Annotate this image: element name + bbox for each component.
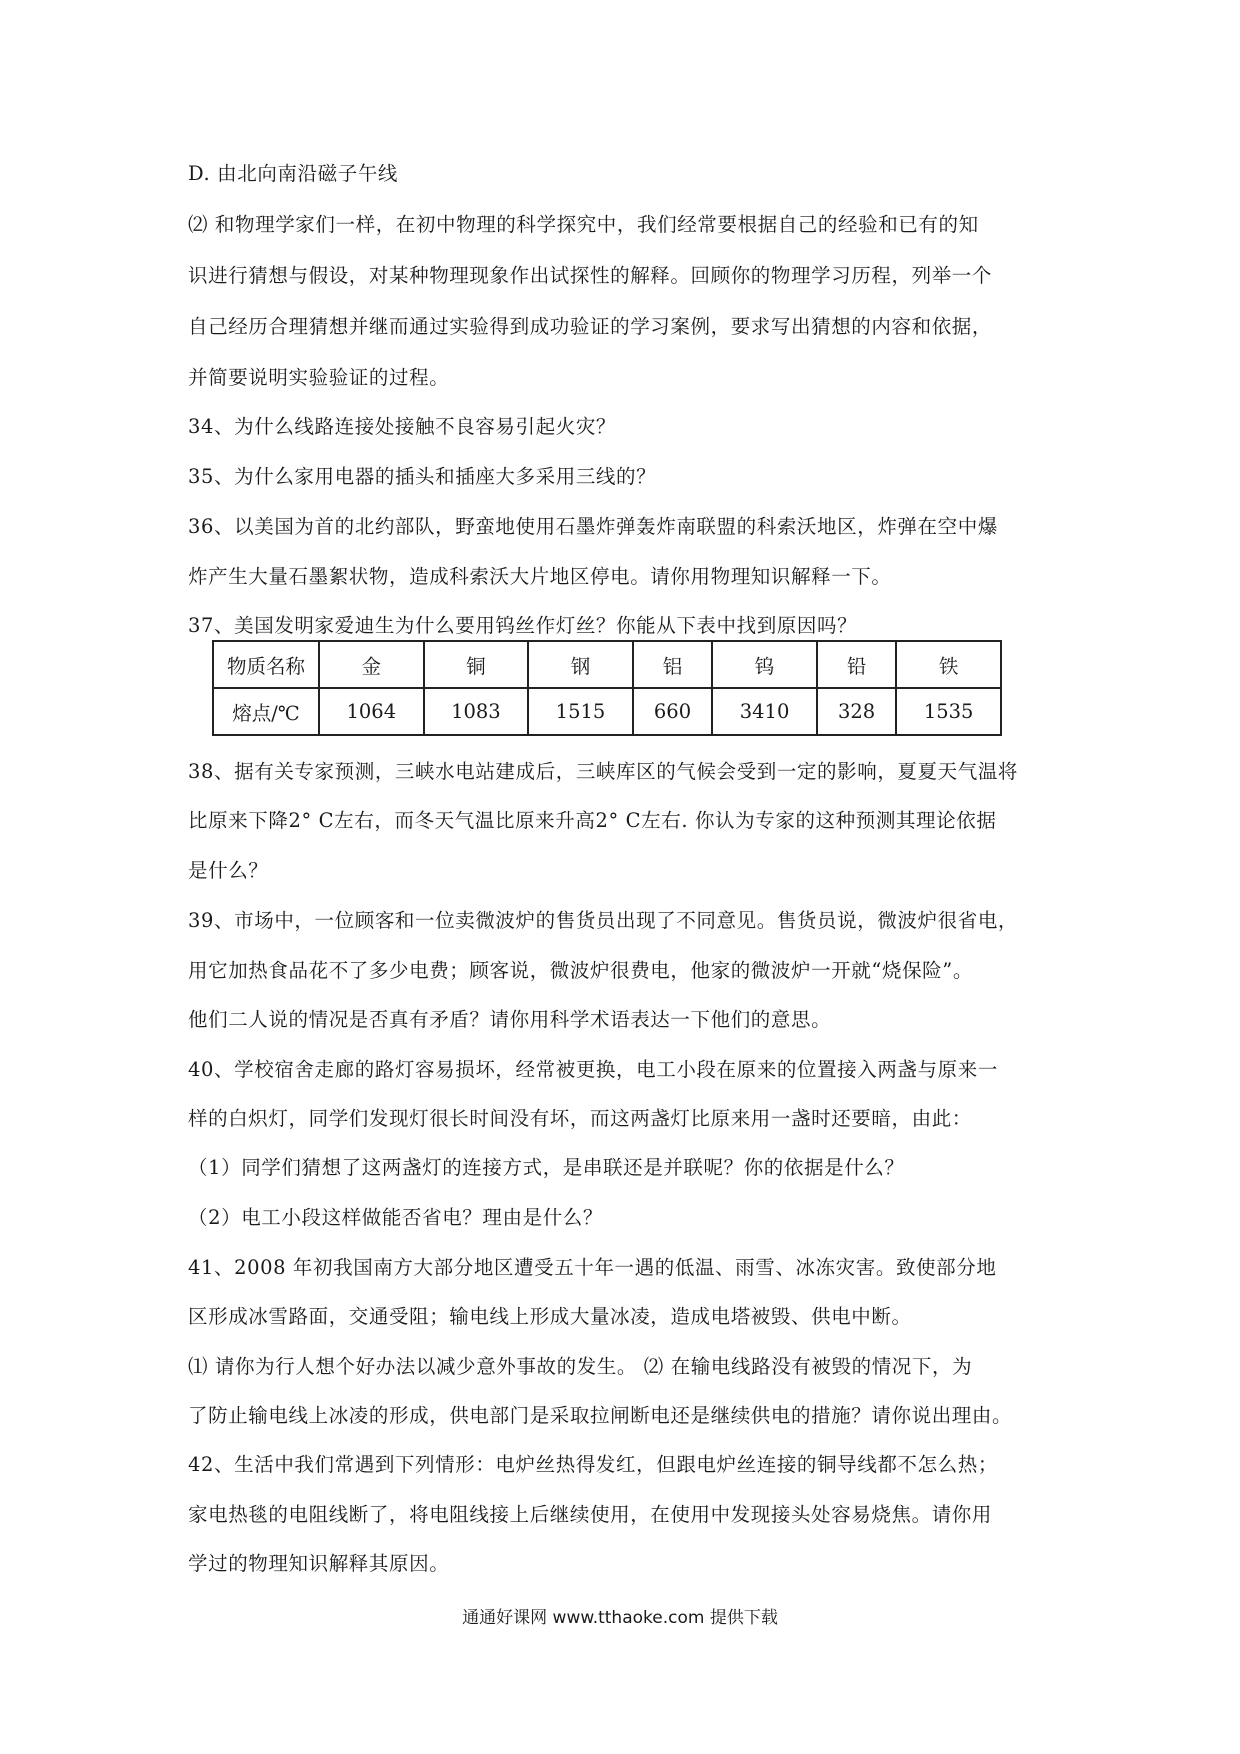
- question-36: 36、以美国为首的北约部队，野蛮地使用石墨炸弹轰炸南联盟的科索沃地区，炸弹在空中爆: [188, 515, 998, 538]
- table-cell: 1064: [319, 688, 424, 735]
- table-cell: 金: [319, 641, 424, 688]
- text-line: （1）同学们猜想了这两盏灯的连接方式，是串联还是并联呢？你的依据是什么？: [188, 1156, 905, 1179]
- text-line: ⑴ 请你为行人想个好办法以减少意外事故的发生。 ⑵ 在输电线路没有被毁的情况下，为: [188, 1355, 973, 1378]
- text-line: 识进行猜想与假设，对某种物理现象作出试探性的解释。回顾你的物理学习历程，列举一个: [188, 264, 993, 287]
- text-line: ⑵ 和物理学家们一样，在初中物理的科学探究中，我们经常要根据自己的经验和已有的知: [188, 213, 979, 236]
- text-line: 学过的物理知识解释其原因。: [188, 1552, 450, 1575]
- page-footer: 通通好课网 www.tthaoke.com 提供下载: [462, 1608, 778, 1628]
- text-line: D. 由北向南沿磁子午线: [188, 162, 399, 185]
- text-line: 用它加热食品花不了多少电费；顾客说，微波炉很费电，他家的微波炉一开就“烧保险”。: [188, 959, 973, 982]
- text-line: 区形成冰雪路面，交通受阻；输电线上形成大量冰凌，造成电塔被毁、供电中断。: [188, 1305, 912, 1328]
- text-line: 并简要说明实验验证的过程。: [188, 366, 450, 389]
- question-39: 39、市场中，一位顾客和一位卖微波炉的售货员出现了不同意见。售货员说，微波炉很省电，: [188, 909, 1019, 932]
- question-34: 34、为什么线路连接处接触不良容易引起火灾？: [188, 415, 617, 438]
- melting-point-table: [212, 640, 1002, 736]
- table-cell: 铅: [817, 641, 896, 688]
- table-cell: 1515: [528, 688, 633, 735]
- question-41: 41、2008 年初我国南方大部分地区遭受五十年一遇的低温、雨雪、冰冻灾害。致使部分地: [188, 1256, 997, 1279]
- table-cell: 铁: [896, 641, 1001, 688]
- question-38: 38、据有关专家预测，三峡水电站建成后，三峡库区的气候会受到一定的影响，夏夏天气温将: [188, 760, 1019, 783]
- text-line: 是什么？: [188, 859, 269, 882]
- question-35: 35、为什么家用电器的插头和插座大多采用三线的？: [188, 465, 657, 488]
- table-cell: 3410: [712, 688, 817, 735]
- text-line: 他们二人说的情况是否真有矛盾？请你用科学术语表达一下他们的意思。: [188, 1008, 832, 1031]
- text-line: 样的白炽灯，同学们发现灯很长时间没有坏，而这两盏灯比原来用一盏时还要暗，由此：: [188, 1107, 972, 1130]
- text-line: 家电热毯的电阻线断了，将电阻线接上后继续使用，在使用中发现接头处容易烧焦。请你用: [188, 1503, 993, 1526]
- table-cell: 物质名称: [213, 641, 319, 688]
- table-header-row: [213, 641, 1001, 688]
- table-cell: 熔点/℃: [213, 688, 319, 735]
- text-line: 比原来下降2° C左右，而冬天气温比原来升高2° C左右. 你认为专家的这种预测其理论依据: [188, 809, 997, 832]
- table-cell: 660: [633, 688, 712, 735]
- text-line: （2）电工小段这样做能否省电？理由是什么？: [188, 1206, 604, 1229]
- table-cell: 328: [817, 688, 896, 735]
- table-cell: 钢: [528, 641, 633, 688]
- table-cell: 1083: [424, 688, 529, 735]
- text-line: 炸产生大量石墨絮状物，造成科索沃大片地区停电。请你用物理知识解释一下。: [188, 565, 892, 588]
- question-40: 40、学校宿舍走廊的路灯容易损坏，经常被更换，电工小段在原来的位置接入两盏与原来一: [188, 1058, 998, 1081]
- table-cell: 1535: [896, 688, 1001, 735]
- question-37: 37、美国发明家爱迪生为什么要用钨丝作灯丝？你能从下表中找到原因吗？: [188, 614, 858, 637]
- text-line: 了防止输电线上冰凌的形成，供电部门是采取拉闸断电还是继续供电的措施？请你说出理由。: [188, 1404, 1013, 1427]
- table-cell: 钨: [712, 641, 817, 688]
- table-cell: 铝: [633, 641, 712, 688]
- table-cell: 铜: [424, 641, 529, 688]
- text-line: 自己经历合理猜想并继而通过实验得到成功验证的学习案例，要求写出猜想的内容和依据，: [188, 315, 993, 338]
- table-row: [213, 688, 1001, 735]
- question-42: 42、生活中我们常遇到下列情形：电炉丝热得发红，但跟电炉丝连接的铜导线都不怎么热；: [188, 1453, 998, 1476]
